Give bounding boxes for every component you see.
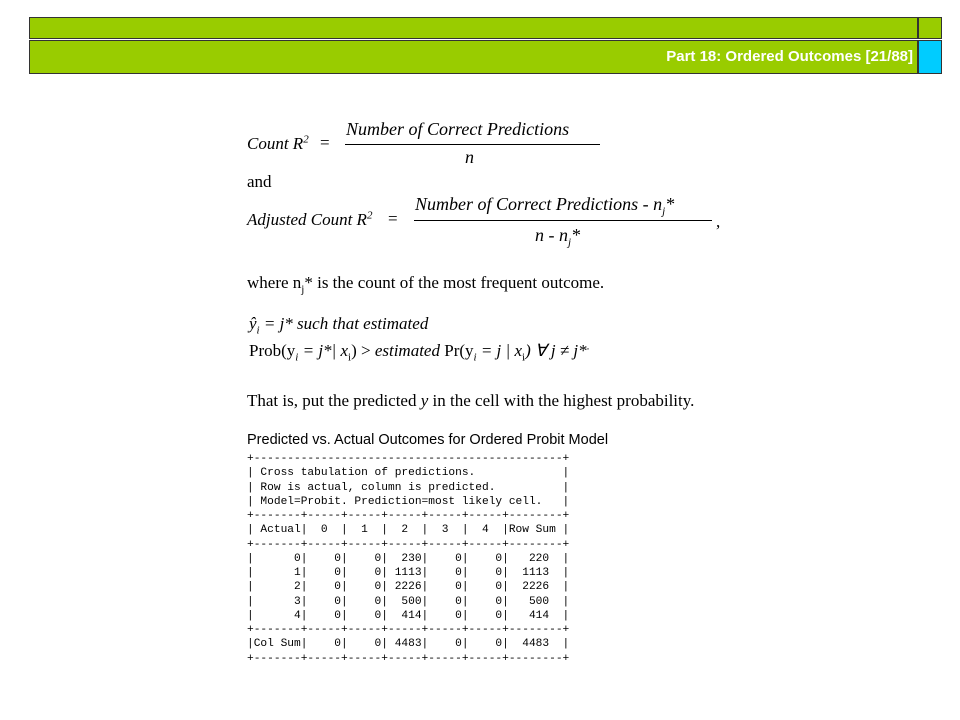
table-line: | Row is actual, column is predicted. |	[247, 481, 570, 494]
crosstab-table	[247, 452, 569, 666]
header-accent-square	[918, 40, 942, 74]
and-text: and	[247, 172, 272, 191]
that-is-sentence: That is, put the predicted y in the cell with the highest probability.	[247, 391, 695, 410]
header-top-square	[918, 17, 942, 39]
header-title-bar	[29, 40, 918, 74]
adjusted-r2-lhs: Adjusted Count $R^2$	[247, 209, 373, 229]
rule-line-2: $Prob(y_i = j*|$ $x_i$) > estimated $Pr(y_i = j$ | $x_i$) ∀ j ≠ j*.	[249, 340, 590, 364]
count-r2-denominator: n	[465, 147, 474, 167]
count-r2-equals: =	[320, 133, 330, 152]
adjusted-r2-denominator: n - $n_j*$	[535, 225, 581, 249]
adjusted-r2-fraction-line	[414, 220, 712, 221]
table-line: | Cross tabulation of predictions. |	[247, 467, 570, 480]
table-line: | 1| 0| 0| 1113| 0| 0| 1113 |	[247, 567, 570, 579]
header-top-bar	[29, 17, 918, 39]
table-line: +-------+-----+-----+-----+-----+-----+--------+	[247, 652, 570, 665]
count-r2-fraction-line	[345, 144, 600, 145]
where-sentence: where $n_j*$ is the count of the most frequent outcome.	[247, 273, 605, 296]
table-line: +-------+-----+-----+-----+-----+-----+--------+	[247, 624, 570, 636]
table-line: +----------------------------------------------+	[247, 453, 570, 465]
table-line: |Col Sum| 0| 0| 4483| 0| 0| 4483 |	[247, 638, 570, 651]
table-line: +-------+-----+-----+-----+-----+-----+--------+	[247, 510, 570, 522]
adjusted-r2-equals: =	[388, 209, 398, 228]
slide-title: Part 18: Ordered Outcomes [21/88]	[666, 48, 913, 65]
table-line: +-------+-----+-----+-----+-----+-----+--------+	[247, 538, 570, 551]
crosstab-text	[247, 452, 569, 666]
count-r2-numerator: Number of Correct Predictions	[346, 119, 570, 139]
rule-line-1: $ŷ_i = j*$ such that estimated	[249, 314, 429, 337]
table-line: | Model=Probit. Prediction=most likely cell. |	[247, 495, 570, 508]
table-line: | 3| 0| 0| 500| 0| 0| 500 |	[247, 595, 570, 608]
table-line: | 4| 0| 0| 414| 0| 0| 414 |	[247, 609, 570, 622]
count-r2-lhs: Count $R^2$	[247, 133, 309, 153]
table-line: | 2| 0| 0| 2226| 0| 0| 2226 |	[247, 581, 570, 594]
table-line: | 0| 0| 0| 230| 0| 0| 220 |	[247, 552, 570, 565]
table-title: Predicted vs. Actual Outcomes for Ordered Probit Model	[247, 432, 609, 448]
adjusted-r2-numerator: Number of Correct Predictions - $n_j*$	[415, 194, 675, 218]
table-line: | Actual| 0 | 1 | 2 | 3 | 4 |Row Sum |	[247, 524, 570, 537]
adjusted-r2-comma: ,	[716, 212, 721, 231]
